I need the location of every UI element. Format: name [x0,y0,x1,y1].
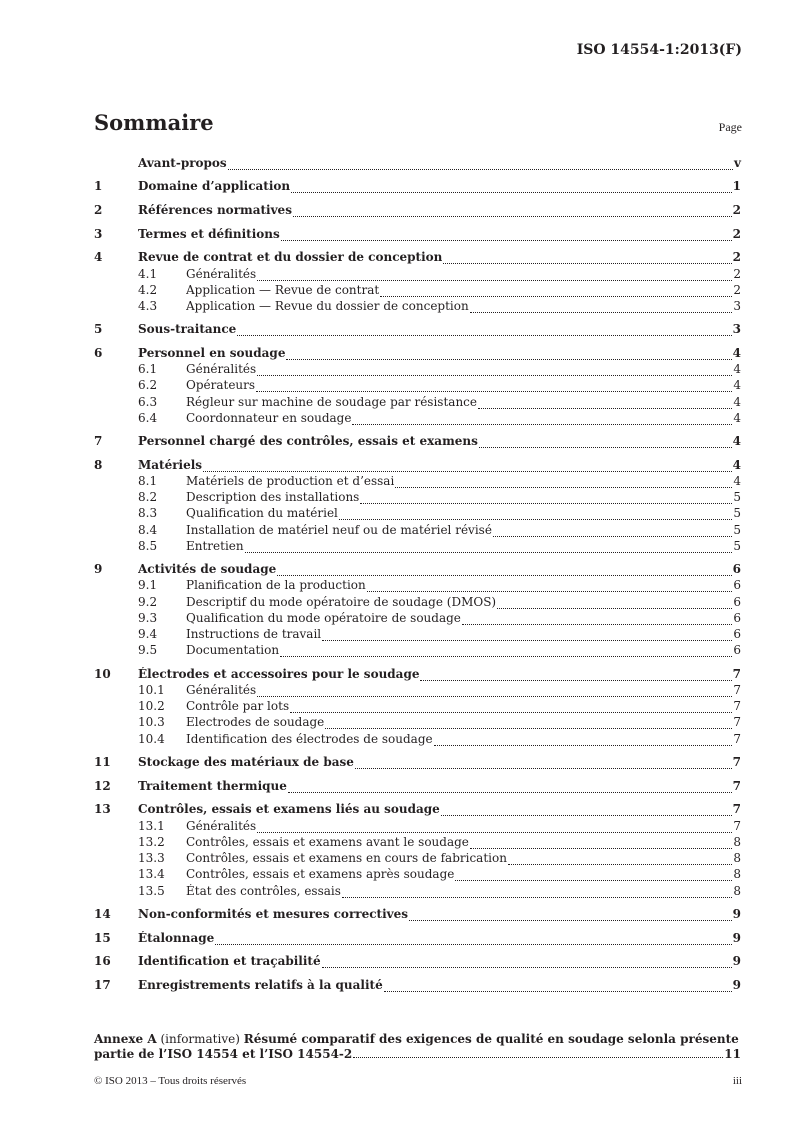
toc-entry-page: 8 [733,835,741,849]
dot-leader [237,334,731,336]
toc-entry-label: Revue de contrat et du dossier de conception [138,250,443,264]
toc-entry[interactable] [94,907,741,925]
toc-entry-number: 12 [94,779,111,793]
dot-leader [360,502,732,504]
toc-entry[interactable] [94,954,741,972]
toc-entry-number: 4.1 [138,267,158,281]
dot-leader [288,791,732,793]
toc-entry-number: 6 [94,346,103,360]
toc-entry-page: 7 [733,819,741,833]
dot-leader [479,446,732,448]
toc-entry[interactable] [94,732,741,750]
toc-entry-label: Planification de la production [186,578,366,592]
dot-leader [508,863,732,865]
dot-leader [291,191,732,193]
toc-entry-label: Matériels de production et d’essai [186,474,395,488]
dot-leader [434,744,733,746]
dot-leader [257,279,732,281]
dot-leader [478,407,732,409]
toc-entry-label: Étalonnage [138,931,215,945]
toc-entry-page: 7 [733,699,741,713]
toc-entry-label: Personnel en soudage [138,346,286,360]
toc-entry-page: 2 [732,203,741,217]
toc-entry[interactable] [94,434,741,452]
toc-entry-label: Opérateurs [186,378,256,392]
toc-entry-label: Contrôles, essais et examens en cours de fabrication [186,851,507,865]
toc-entry-page: 6 [733,578,741,592]
toc-entry[interactable] [94,715,741,733]
toc-entry[interactable] [94,884,741,902]
toc-entry-number: 2 [94,203,103,217]
dot-leader [443,262,731,264]
toc-entry-page: 7 [732,802,741,816]
toc-entry-number: 6.3 [138,395,158,409]
toc-entry-number: 8.3 [138,506,158,520]
toc-entry[interactable] [94,250,741,268]
toc-entry-number: 10.3 [138,715,165,729]
dot-leader [342,896,732,898]
toc-entry-page: 4 [732,434,741,448]
toc-entry-page: 4 [733,395,741,409]
annexe-title-line-2: partie de l’ISO 14554 et l’ISO 14554-2 [94,1047,353,1061]
toc-entry-label: Activités de soudage [138,562,277,576]
toc-entry-number: 7 [94,434,103,448]
toc-entry-label: Electrodes de soudage [186,715,325,729]
toc-entry-label: Sous-traitance [138,322,237,336]
dot-leader [367,590,733,592]
toc-entry-number: 8.4 [138,523,158,537]
toc-entry-number: 13 [94,802,111,816]
toc-entry-number: 8.5 [138,539,158,553]
toc-entry-label: Généralités [186,362,257,376]
toc-entry-number: 13.3 [138,851,165,865]
dot-leader [352,423,732,425]
dot-leader [384,990,732,992]
toc-entry-label: Références normatives [138,203,292,217]
toc-entry-number: 10.1 [138,683,165,697]
annexe-entry[interactable] [94,1032,741,1062]
toc-entry-page: 7 [732,779,741,793]
toc-entry-label: Non-conformités et mesures correctives [138,907,408,921]
toc-entry-page: 4 [732,458,741,472]
page-title: Sommaire [94,110,214,135]
toc-entry-page: 6 [733,611,741,625]
toc-entry-label: Documentation [186,643,280,657]
toc-entry-number: 17 [94,978,111,992]
toc-entry-label: Descriptif du mode opératoire de soudage (DMOS) [186,595,497,609]
toc-entry-number: 6.1 [138,362,158,376]
toc-entry-page: 4 [733,362,741,376]
dot-leader [286,358,731,360]
dot-leader [470,847,732,849]
toc-entry-number: 9 [94,562,103,576]
toc-entry-number: 10 [94,667,111,681]
toc-entry-page: 5 [733,506,741,520]
toc-entry-page: 3 [732,322,741,336]
toc-entry-page: 7 [733,683,741,697]
toc-entry-number: 13.2 [138,835,165,849]
dot-leader [203,470,732,472]
toc-entry[interactable] [94,867,741,885]
toc-entry-label: Traitement thermique [138,779,287,793]
dot-leader [322,966,732,968]
toc-entry-label: Contrôles, essais et examens avant le soudage [186,835,469,849]
footer-page-number: iii [732,1075,742,1087]
dot-leader [281,239,732,241]
toc-entry-page: 4 [733,378,741,392]
toc-entry-number: 13.1 [138,819,165,833]
toc-entry-page: 6 [733,595,741,609]
toc-entry-page: 8 [733,851,741,865]
dot-leader [462,623,732,625]
toc-entry-number: 16 [94,954,111,968]
toc-entry-number: 13.4 [138,867,165,881]
dot-leader [280,655,732,657]
toc-entry-label: Régleur sur machine de soudage par résistance [186,395,477,409]
annexe-page: 11 [724,1047,741,1061]
dot-leader [322,639,732,641]
toc-entry-label: Installation de matériel neuf ou de matériel révisé [186,523,492,537]
toc-entry-page: 5 [733,523,741,537]
annexe-line-1 [94,1032,741,1047]
toc-entry[interactable] [94,378,741,396]
toc-entry-number: 8 [94,458,103,472]
toc-entry-page: 8 [733,867,741,881]
toc-entry[interactable] [94,643,741,661]
toc-entry-page: 1 [732,179,741,193]
toc-entry[interactable] [94,203,741,221]
toc-entry-label: Généralités [186,683,257,697]
toc-entry-page: 9 [732,954,741,968]
toc-entry[interactable] [94,156,741,174]
toc-entry-number: 14 [94,907,111,921]
toc-entry-page: 2 [732,250,741,264]
toc-entry-number: 1 [94,179,103,193]
toc-entry-page: 4 [733,474,741,488]
toc-entry-label: Généralités [186,819,257,833]
toc-entry[interactable] [94,931,741,949]
dot-leader [455,879,732,881]
toc-entry-number: 4.2 [138,283,158,297]
toc-entry[interactable] [94,578,741,596]
toc-entry[interactable] [94,506,741,524]
toc-entry-number: 8.2 [138,490,158,504]
toc-entry-number: 13.5 [138,884,165,898]
dot-leader [380,295,732,297]
title-row [94,110,742,140]
dot-leader [325,727,732,729]
toc-entry[interactable] [94,539,741,557]
toc-entry[interactable] [94,755,741,773]
dot-leader [293,215,732,217]
toc-entry-page: v [734,156,741,170]
toc-entry-label: Personnel chargé des contrôles, essais et examens [138,434,478,448]
toc-entry-page: 6 [733,627,741,641]
toc-entry-number: 10.4 [138,732,165,746]
toc-entry[interactable] [94,978,741,996]
dot-leader [441,814,732,816]
toc-entry-page: 3 [733,299,741,313]
toc-entry-label: Généralités [186,267,257,281]
dot-leader [257,374,732,376]
toc-entry-label: Application — Revue du dossier de conception [186,299,469,313]
toc-entry[interactable] [94,802,741,820]
toc-entry[interactable] [94,227,741,245]
toc-entry[interactable] [94,411,741,429]
dot-leader [277,574,731,576]
annexe-line-2 [94,1047,741,1062]
toc-entry-number: 6.2 [138,378,158,392]
toc-entry-label: Termes et définitions [138,227,280,241]
dot-leader [497,607,732,609]
annexe-title-line-1: Résumé comparatif des exigences de qualité en soudage selonla présente [243,1032,739,1046]
toc-entry-page: 7 [732,667,741,681]
toc-entry-number: 10.2 [138,699,165,713]
toc-entry-label: Identification des électrodes de soudage [186,732,433,746]
toc-entry-number: 15 [94,931,111,945]
toc-entry-label: Enregistrements relatifs à la qualité [138,978,383,992]
dot-leader [257,831,732,833]
toc-entry-page: 9 [732,978,741,992]
toc-entry-page: 5 [733,490,741,504]
toc-entry-number: 9.5 [138,643,158,657]
toc-entry-number: 9.1 [138,578,158,592]
toc-entry-label: Qualification du mode opératoire de soudage [186,611,461,625]
dot-leader [493,535,732,537]
toc-entry-number: 4.3 [138,299,158,313]
dot-leader [228,168,733,170]
dot-leader [256,390,732,392]
toc-entry-page: 6 [732,562,741,576]
toc-entry-label: Qualification du matériel [186,506,338,520]
toc-entry-label: Contrôle par lots [186,699,290,713]
dot-leader [420,679,731,681]
toc-entry-label: Instructions de travail [186,627,322,641]
toc-entry-label: Description des installations [186,490,360,504]
toc-entry-label: Avant-propos [138,156,227,170]
toc-entry-number: 3 [94,227,103,241]
toc-entry-number: 4 [94,250,103,264]
toc-entry-number: 9.3 [138,611,158,625]
dot-leader [470,311,733,313]
toc-entry-label: Entretien [186,539,244,553]
toc-entry-label: Électrodes et accessoires pour le soudage [138,667,420,681]
dot-leader [409,919,732,921]
toc-entry[interactable] [94,322,741,340]
toc-entry-label: Application — Revue de contrat [186,283,380,297]
toc-entry-page: 4 [732,346,741,360]
toc-entry-page: 9 [732,907,741,921]
document-id: ISO 14554-1:2013(F) [576,42,742,58]
toc-entry-page: 2 [732,227,741,241]
dot-leader [245,551,733,553]
annexe-prefix: Annexe A [94,1032,157,1046]
toc-entry-page: 4 [733,411,741,425]
toc-entry-page: 2 [733,267,741,281]
annexe-type: (informative) [160,1032,240,1046]
toc-entry-page: 9 [732,931,741,945]
toc-entry[interactable] [94,299,741,317]
dot-leader [215,943,731,945]
dot-leader [395,486,732,488]
dot-leader [257,695,732,697]
page-column-label: Page [718,120,742,134]
toc-entry-label: Domaine d’application [138,179,291,193]
toc-entry-page: 6 [733,643,741,657]
footer-copyright: © ISO 2013 – Tous droits réservés [94,1075,247,1087]
toc-entry-label: Identification et traçabilité [138,954,321,968]
dot-leader [353,1056,723,1058]
toc-entry-label: État des contrôles, essais [186,884,341,898]
toc-entry-page: 8 [733,884,741,898]
toc-entry-label: Contrôles, essais et examens liés au soudage [138,802,440,816]
toc-entry[interactable] [94,779,741,797]
toc-entry-page: 7 [733,715,741,729]
dot-leader [339,518,732,520]
toc-entry-number: 11 [94,755,111,769]
toc-entry-number: 9.2 [138,595,158,609]
toc-entry-page: 7 [733,732,741,746]
toc-entry-number: 5 [94,322,103,336]
toc-entry-number: 8.1 [138,474,158,488]
toc-entry-number: 6.4 [138,411,158,425]
dot-leader [355,767,732,769]
toc-entry-page: 5 [733,539,741,553]
toc-entry[interactable] [94,179,741,197]
toc-entry-label: Matériels [138,458,203,472]
toc-entry-page: 2 [733,283,741,297]
toc-entry-label: Stockage des matériaux de base [138,755,354,769]
toc-entry-page: 7 [732,755,741,769]
toc-entry-number: 9.4 [138,627,158,641]
toc-entry-label: Coordonnateur en soudage [186,411,352,425]
dot-leader [290,711,732,713]
toc-entry-label: Contrôles, essais et examens après soudage [186,867,455,881]
